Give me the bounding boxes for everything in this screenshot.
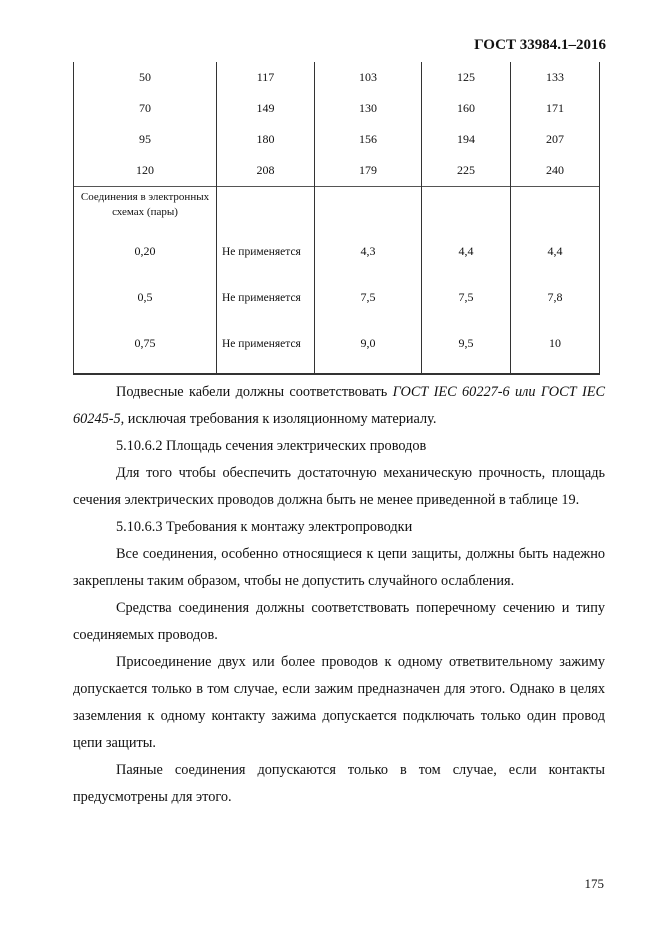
table-cell: 103 — [315, 62, 422, 93]
paragraph: Для того чтобы обеспечить достаточную механическую прочность, площадь сечения электрических проводов должна быть не менее приведенной в таблице 19. — [73, 465, 605, 508]
table-cell: 7,8 — [511, 282, 600, 328]
table-cell: 4,4 — [422, 236, 511, 282]
table-row — [74, 236, 600, 282]
table-cell: 0,5 — [74, 282, 217, 328]
paragraph: Присоединение двух или более проводов к одному ответвительному зажиму допускается только в том случае, если зажим предназначен для этого. Однако в целях заземления к одному контакту зажима допускается подключать только один провод цепи защиты. — [73, 654, 605, 751]
table-cell: 70 — [74, 93, 217, 124]
paragraph: Паяные соединения допускаются только в том случае, если контакты предусмотрены для этого. — [73, 762, 605, 805]
table-cell: 0,75 — [74, 328, 217, 374]
table-cell: 50 — [74, 62, 217, 93]
table-cell: 133 — [511, 62, 600, 93]
table-cell: 240 — [511, 155, 600, 187]
table-cell: 156 — [315, 124, 422, 155]
table-cell: 4,3 — [315, 236, 422, 282]
table-cell: 225 — [422, 155, 511, 187]
table-section-heading-row — [74, 187, 600, 237]
table-cell: 7,5 — [315, 282, 422, 328]
section-heading: 5.10.6.3 Требования к монтажу электропроводки — [116, 519, 413, 535]
table-cell: 10 — [511, 328, 600, 374]
page-number: 175 — [584, 876, 604, 891]
text: Подвесные кабели должны соответствовать — [116, 384, 393, 400]
table-cell: 9,0 — [315, 328, 422, 374]
document-header: ГОСТ 33984.1–2016 — [474, 37, 606, 53]
table-row — [74, 93, 600, 124]
table-cell: 9,5 — [422, 328, 511, 374]
table-row — [74, 282, 600, 328]
table-row — [74, 124, 600, 155]
table-row — [74, 328, 600, 374]
table-cell: 7,5 — [422, 282, 511, 328]
table-cell: 208 — [217, 155, 315, 187]
paragraph: Все соединения, особенно относящиеся к цепи защиты, должны быть надежно закреплены таким образом, чтобы не допустить случайного ослабления. — [73, 546, 605, 589]
cable-table — [73, 62, 600, 375]
section-heading-cell: Соединения в электронных схемах (пары) — [74, 187, 217, 237]
table-cell: Не применяется — [217, 236, 315, 282]
table-cell: 179 — [315, 155, 422, 187]
table-row — [74, 62, 600, 93]
table-cell: 125 — [422, 62, 511, 93]
paragraph — [73, 379, 605, 433]
body-text — [73, 379, 605, 811]
table-cell: 120 — [74, 155, 217, 187]
table-cell: 160 — [422, 93, 511, 124]
text: , исключая требования к изоляционному материалу. — [120, 411, 437, 427]
table-cell: 117 — [217, 62, 315, 93]
table-cell: 95 — [74, 124, 217, 155]
paragraph: Средства соединения должны соответствовать поперечному сечению и типу соединяемых проводов. — [73, 600, 605, 643]
standard-reference: ГОСТ IEC 60227-6 или ГОСТ IEC 60245-5 — [73, 384, 605, 427]
table-cell: 171 — [511, 93, 600, 124]
section-heading: 5.10.6.2 Площадь сечения электрических проводов — [116, 438, 427, 454]
table-cell: Не применяется — [217, 282, 315, 328]
table-row — [74, 155, 600, 187]
table-cell: 130 — [315, 93, 422, 124]
table-cell: 149 — [217, 93, 315, 124]
table-cell: 4,4 — [511, 236, 600, 282]
table-cell: Не применяется — [217, 328, 315, 374]
table-cell: 194 — [422, 124, 511, 155]
table-cell: 180 — [217, 124, 315, 155]
table-cell: 0,20 — [74, 236, 217, 282]
table-cell: 207 — [511, 124, 600, 155]
